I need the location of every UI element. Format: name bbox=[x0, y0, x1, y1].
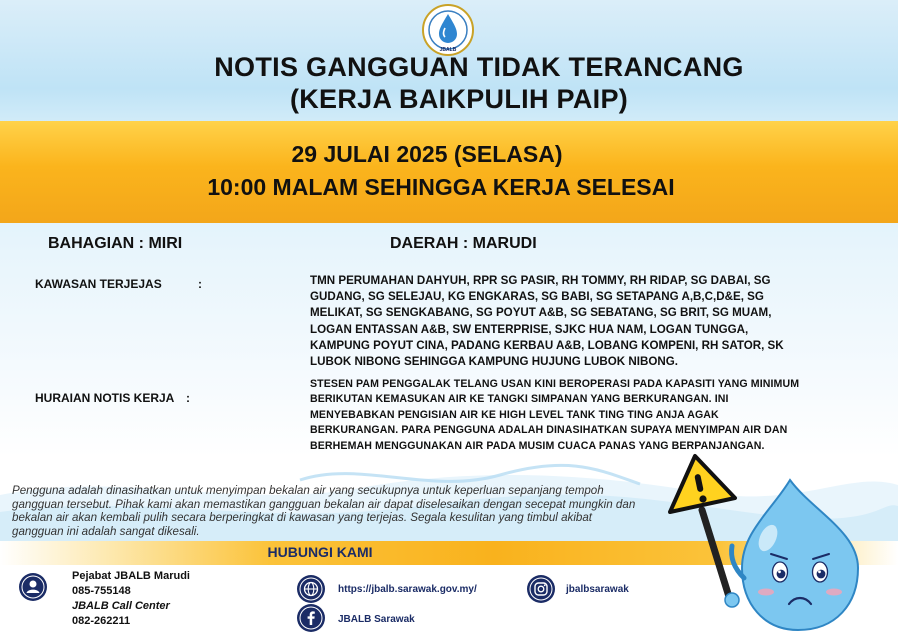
notice-subtitle: (KERJA BAIKPULIH PAIP) bbox=[289, 84, 629, 114]
office-name: Pejabat JBALB Marudi bbox=[72, 570, 190, 582]
call-center-label: JBALB Call Center bbox=[72, 600, 170, 612]
call-center-phone: 082-262211 bbox=[72, 615, 131, 627]
work-description-text: STESEN PAM PENGGALAK TELANG USAN KINI BEROPERASI PADA KAPASITI YANG MINIMUM BERIKUTAN KEMASUKAN AIR KE TANGKI SIMPANAN YANG BERKURANGAN. INI MENYEBABKAN PENGISIAN AIR KE HIGH LEVEL TANK TING TING ANJA AGAK BERKURANGAN. PARA PENGGUNA ADALAH DINASIHATKAN SUPAYA MENYIMPAN AIR DAN BERHEMAH MENGGUNAKAN AIR PADA MUSIM CUACA PANAS YANG BERPANJANGAN. bbox=[310, 378, 800, 452]
schedule-band bbox=[0, 121, 898, 223]
disruption-time: 10:00 MALAM SEHINGGA KERJA SELESAI bbox=[207, 174, 675, 200]
affected-area-colon: : bbox=[198, 277, 202, 291]
work-description-colon: : bbox=[186, 391, 190, 405]
user-icon bbox=[18, 572, 48, 602]
work-description-label: HURAIAN NOTIS KERJA bbox=[35, 391, 175, 405]
office-contact bbox=[72, 569, 190, 629]
district-label: DAERAH : MARUDI bbox=[390, 235, 537, 252]
website-link[interactable]: https://jbalb.sarawak.gov.my/ bbox=[338, 584, 477, 595]
globe-icon bbox=[296, 574, 326, 604]
instagram-handle[interactable]: jbalbsarawak bbox=[566, 584, 629, 595]
division-label: BAHAGIAN : MIRI bbox=[48, 235, 183, 252]
water-drop-mascot bbox=[640, 450, 890, 634]
facebook-icon bbox=[296, 603, 326, 633]
contact-title: HUBUNGI KAMI bbox=[267, 544, 373, 560]
facebook-page[interactable]: JBALB Sarawak bbox=[338, 614, 415, 625]
instagram-icon bbox=[526, 574, 556, 604]
warning-sign-icon bbox=[670, 456, 735, 600]
notice-title: NOTIS GANGGUAN TIDAK TERANCANG bbox=[214, 52, 744, 82]
affected-area-label: KAWASAN TERJEJAS bbox=[35, 277, 162, 291]
svg-text:JBALB: JBALB bbox=[439, 47, 457, 53]
jbalb-logo bbox=[422, 4, 474, 56]
advice-text: Pengguna adalah dinasihatkan untuk menyimpan bekalan air yang secukupnya untuk keperluan sepanjang tempoh gangguan tersebut. Pihak kami akan memastikan gangguan bekalan air dapat diselesaikan dengan secepat mungkin dan bekalan air akan kembali pulih secara berperingkat di kawasan yang terjejas. Segala kesulitan yang timbul akibat gangguan ini adalah sangat dikesali. bbox=[12, 484, 636, 538]
affected-area-list: TMN PERUMAHAN DAHYUH, RPR SG PASIR, RH TOMMY, RH RIDAP, SG DABAI, SG GUDANG, SG SELEJAU, KG ENGKARAS, SG BABI, SG SETAPANG A,B,C,D&E, SG MELIKAT, SG SENGKABANG, SG POYUT A&B, SG SEBATANG, SG BRIT, SG MUAM, LOGAN ENTASSAN A&B, SW ENTERPRISE, SJKC HUA NAM, LOGAN TUNGGA, KAMPUNG POYUT CINA, PADANG KERBAU A&B, LOBANG KOMPENI, RH SATOR, SK LUBOK NIBONG SEHINGGA KAMPUNG HUJUNG LUBOK NIBONG. bbox=[310, 274, 784, 369]
office-phone: 085-755148 bbox=[72, 585, 131, 597]
disruption-date: 29 JULAI 2025 (SELASA) bbox=[291, 141, 563, 167]
